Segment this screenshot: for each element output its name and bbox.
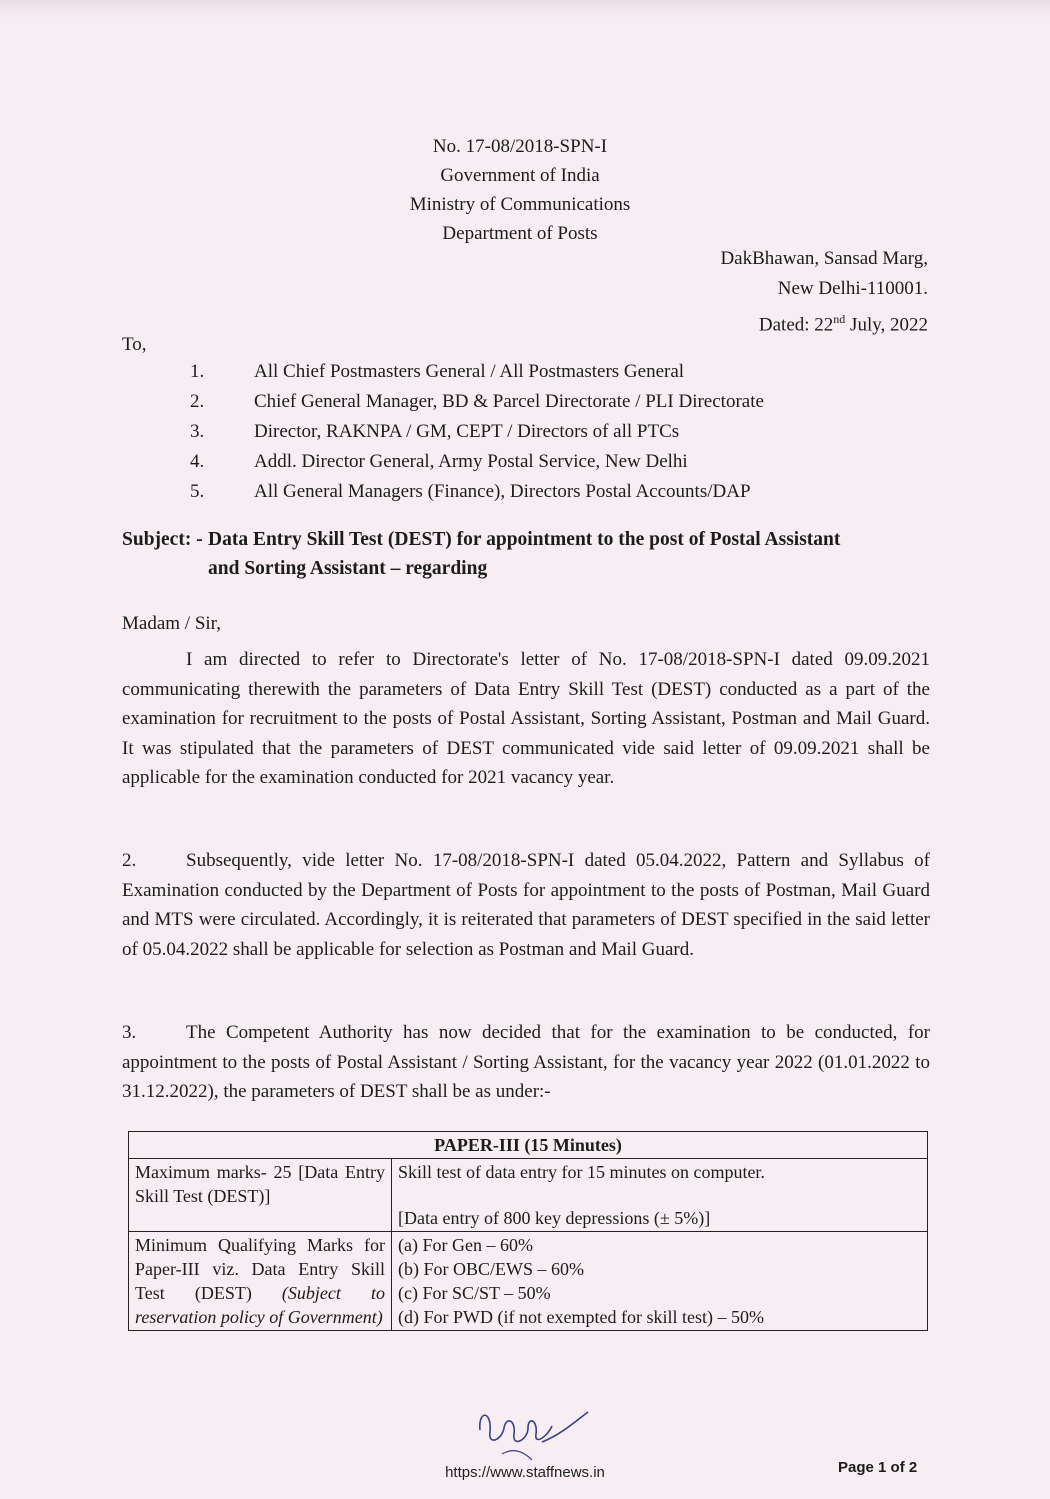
address-line-1: DakBhawan, Sansad Marg,: [720, 248, 928, 269]
recipient-item: 1. All Chief Postmasters General / All Postmasters General: [190, 361, 685, 382]
letter-date: Dated: 22nd July, 2022: [758, 312, 928, 336]
recipient-list: [190, 357, 764, 507]
paragraph-1: I am directed to refer to Directorate's letter of No. 17-08/2018-SPN-I dated 09.09.2021 communicating therewith the parameters of Data Entry Skill Test (DEST) conducted as a part of the examination for recruitment to the posts of Postal Assistant, Sorting Assistant, Postman and Mail Guard. It was stipulated that the parameters of DEST communicated vide said letter of 09.09.2021 shall be applicable for the examination conducted for 2021 vacancy year.: [122, 649, 930, 788]
scan-edge: [0, 0, 1050, 18]
recipient-item: 2. Chief General Manager, BD & Parcel Directorate / PLI Directorate: [190, 391, 764, 412]
sender-address: [720, 244, 928, 340]
qualifying-percentages-cell: (a) For Gen – 60% (b) For OBC/EWS – 60% (c) For SC/ST – 50% (d) For PWD (if not exempted for skill test) – 50%: [392, 1232, 928, 1331]
to-label: To,: [122, 334, 147, 355]
recipient-item: 5. All General Managers (Finance), Directors Postal Accounts/DAP: [190, 481, 751, 502]
recipient-item: 4. Addl. Director General, Army Postal Service, New Delhi: [190, 451, 688, 472]
skill-test-cell: Skill test of data entry for 15 minutes on computer. [Data entry of 800 key depressions (± 5%)]: [392, 1159, 928, 1232]
subject-label: Subject: -: [122, 529, 203, 550]
salutation: Madam / Sir,: [122, 613, 221, 634]
reference-number: No. 17-08/2018-SPN-I: [432, 136, 608, 157]
address-line-2: New Delhi-110001.: [777, 278, 928, 299]
page-number: Page 1 of 2: [838, 1459, 918, 1476]
letter-header: [320, 132, 720, 248]
max-marks-cell: Maximum marks- 25 [Data Entry Skill Test (DEST)]: [129, 1159, 392, 1232]
table-row: [129, 1159, 928, 1232]
subject-line: [122, 525, 930, 583]
dest-parameters-table: [128, 1131, 928, 1331]
recipient-item: 3. Director, RAKNPA / GM, CEPT / Directors of all PTCs: [190, 421, 680, 442]
government-line: Government of India: [440, 165, 600, 186]
table-row: [129, 1232, 928, 1331]
paragraph-2: 2. Subsequently, vide letter No. 17-08/2018-SPN-I dated 05.04.2022, Pattern and Syllabus of Examination conducted by the Department of Posts for appointment to the posts of Postman, Mail Guard and MTS were circulated. Accordingly, it is reiterated that parameters of DEST specified in the said letter of 05.04.2022 shall be applicable for selection as Postman and Mail Guard.: [122, 850, 930, 960]
qualifying-marks-cell: Minimum Qualifying Marks for Paper-III viz. Data Entry Skill Test (DEST) (Subject to reservation policy of Government): [129, 1232, 392, 1331]
ministry-line: Ministry of Communications: [409, 194, 631, 215]
subject-text-1: Data Entry Skill Test (DEST) for appointment to the post of Postal Assistant: [208, 529, 841, 550]
source-url: https://www.staffnews.in: [445, 1464, 605, 1481]
subject-text-2: and Sorting Assistant – regarding: [208, 558, 488, 579]
signature-mark: [472, 1390, 592, 1470]
department-line: Department of Posts: [442, 223, 598, 244]
paragraph-3: 3. The Competent Authority has now decided that for the examination to be conducted, for appointment to the posts of Postal Assistant / Sorting Assistant, for the vacancy year 2022 (01.01.2022 to 31.12.2022), the parameters of DEST shall be as under:-: [122, 1022, 930, 1102]
table-title: PAPER-III (15 Minutes): [129, 1132, 928, 1159]
